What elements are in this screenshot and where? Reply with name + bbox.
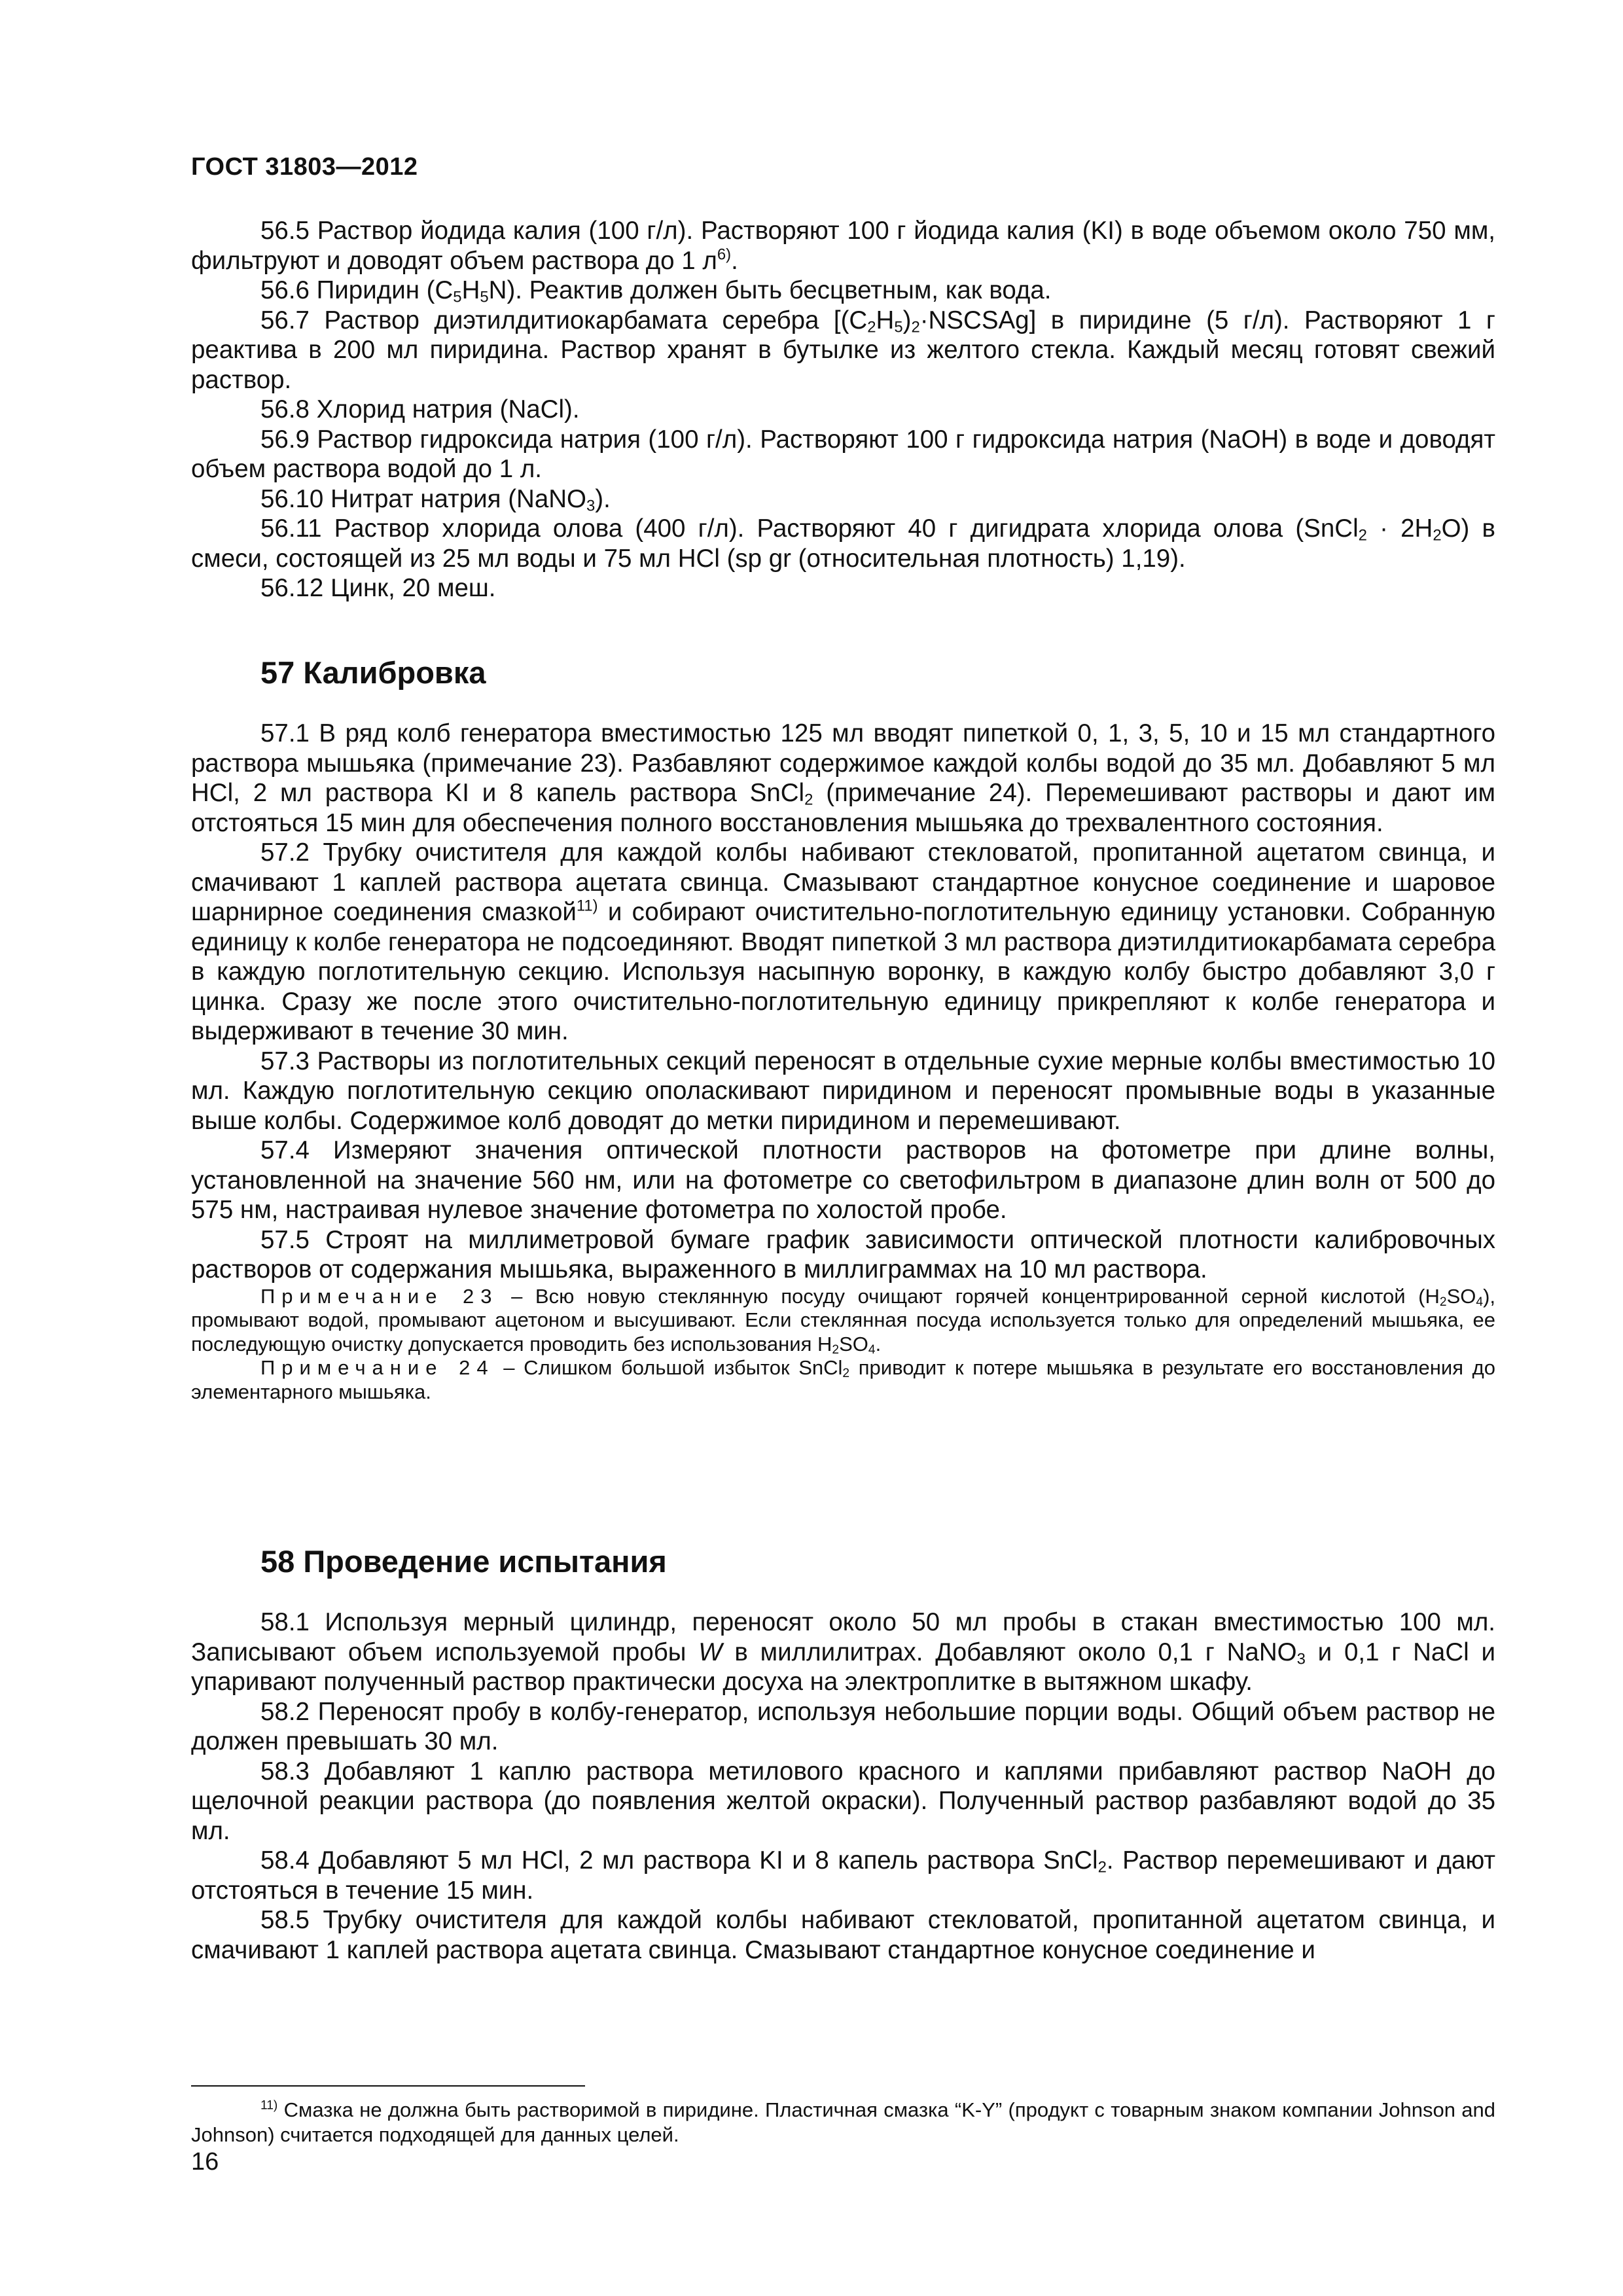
note-23: Примечание 23 – Всю новую стеклянную посуду очищают горячей концентрированной серной кислотой $(H_2SO_4)$, промывают водой, промывают ацетоном и высушивают. Если стеклянная посуда используется только для определений мышьяка, ее последующую очистку допускается проводить без использования $H_2SO_4$. [191, 1284, 1496, 1357]
note-23-label: Примечание 23 [260, 1284, 499, 1308]
paragraph-58-2: 58.2 Переносят пробу в колбу-генератор, используя небольшие порции воды. Общий объем раствор не должен превышать 30 мл. [191, 1697, 1495, 1755]
paragraph-56-9: 56.9 Раствор гидроксида натрия (100 г/л). Растворяют 100 г гидроксида натрия (NaOH) в воде и доводят объем раствора водой до 1 л. [191, 425, 1495, 483]
paragraph-58-3: 58.3 Добавляют 1 каплю раствора метилового красного и каплями прибавляют раствор NaOH до щелочной реакции раствора (до появления желтой окраски). Полученный раствор разбавляют водой до 35 мл. [191, 1757, 1495, 1845]
section-58-paragraphs [191, 1607, 1495, 1965]
paragraph-56-10: 56.10 Нитрат натрия (NaNO$_3$). [260, 484, 611, 514]
paragraph-58-1: 58.1 Используя мерный цилиндр, переносят около 50 мл пробы в стакан вместимостью 100 мл. Записывают объем используемой пробы W в миллилитрах. Добавляют около 0,1 г NaNO$_3$ и 0,1 г NaCl и упаривают полученный раствор практически досуха на электроплитке в вытяжном шкафу. [191, 1608, 1495, 1696]
paragraph-58-4: 58.4 Добавляют 5 мл HCl, 2 мл раствора KI и 8 капель раствора SnCl$_2$. Раствор перемешивают и дают отстояться в течение 15 мин. [191, 1846, 1495, 1905]
paragraph-56-11: 56.11 Раствор хлорида олова (400 г/л). Растворяют 40 г дигидрата хлорида олова (SnCl$_2$ · $2H_2O$) в смеси, состоящей из 25 мл воды и 75 мл HCl (sp gr (относительная плотность) 1,19). [191, 514, 1495, 573]
footnote-11: $^{11)}$ Смазка не должна быть растворимой в пиридине. Пластичная смазка “K-Y” (продукт с товарным знаком компании Johnson and Johnson) считается подходящей для данных целей. [191, 2098, 1495, 2146]
document-header: ГОСТ 31803—2012 [191, 153, 418, 181]
paragraph-56-7: 56.7 Раствор диэтилдитиокарбамата серебра $[(C_2H_5)_2\cdot NSCSAg]$ в пиридине (5 г/л). Растворяют 1 г реактива в 200 мл пиридина. Раствор хранят в бутылке из желтого стекла. Каждый месяц готовят свежий раствор. [191, 306, 1495, 394]
footnote-marker: 11) [260, 2098, 278, 2113]
footnote-separator [191, 2085, 585, 2087]
paragraph-57-2: 57.2 Трубку очистителя для каждой колбы набивают стекловатой, пропитанной ацетатом свинца, и смачивают 1 каплей раствора ацетата свинца. Смазывают стандартное конусное соединение и шаровое шарнирное соединения смазкой$^{11)}$ и собирают очистительно-поглотительную единицу установки. Собранную единицу к колбе генератора не подсоединяют. Вводят пипеткой 3 мл раствора диэтилдитиокарбамата серебра в каждую поглотительную секцию. Используя насыпную воронку, в каждую колбу быстро добавляют 3,0 г цинка. Сразу же после этого очистительно-поглотительную единицу прикрепляют к колбе генератора и выдерживают в течение 30 мин. [191, 838, 1495, 1045]
section-heading-57: 57 Калибровка [260, 655, 486, 690]
paragraph-56-6: 56.6 Пиридин $(C_5H_5N)$. Реактив должен быть бесцветным, как вода. [260, 276, 1052, 306]
section-57-paragraphs [191, 719, 1495, 1404]
paragraph-57-3: 57.3 Растворы из поглотительных секций переносят в отдельные сухие мерные колбы вместимостью 10 мл. Каждую поглотительную секцию ополаскивают пиридином и переносят промывные воды в указанные выше колбы. Содержимое колб доводят до метки пиридином и перемешивают. [191, 1047, 1495, 1135]
footnote-ref-6: 6) [717, 245, 732, 264]
page-number: 16 [191, 2148, 219, 2176]
note-24-label: Примечание 24 [260, 1356, 495, 1379]
note-24: Примечание 24 – Слишком большой избыток SnCl$_2$ приводит к потере мышьяка в результате его восстановления до элементарного мышьяка. [191, 1356, 1495, 1403]
paragraph-57-1: 57.1 В ряд колб генератора вместимостью 125 мл вводят пипеткой 0, 1, 3, 5, 10 и 15 мл стандартного раствора мышьяка (примечание 23). Разбавляют содержимое каждой колбы водой до 35 мл. Добавляют 5 мл HCl, 2 мл раствора KI и 8 капель раствора SnCl$_2$ (примечание 24). Перемешивают растворы и дают им отстояться 15 мин для обеспечения полного восстановления мышьяка до трехвалентного состояния. [191, 719, 1495, 837]
paragraph-56-12: 56.12 Цинк, 20 меш. [260, 574, 496, 602]
paragraph-57-4: 57.4 Измеряют значения оптической плотности растворов на фотометре при длине волны, установленной на значение 560 нм, или на фотометре со светофильтром в диапазоне длин волн от 500 до 575 нм, настраивая нулевое значение фотометра по холостой пробе. [191, 1136, 1495, 1224]
section-heading-58: 58 Проведение испытания [260, 1544, 667, 1579]
paragraph-56-5: 56.5 Раствор йодида калия (100 г/л). Растворяют 100 г йодида калия (KI) в воде объемом около 750 мм, фильтруют и доводят объем раствора до 1 $л^{6)}$. [191, 217, 1495, 275]
footnote-ref-11: 11) [576, 897, 598, 915]
paragraph-56-8: 56.8 Хлорид натрия (NaCl). [260, 395, 580, 423]
paragraph-58-5: 58.5 Трубку очистителя для каждой колбы набивают стекловатой, пропитанной ацетатом свинца, и смачивают 1 каплей раствора ацетата свинца. Смазывают стандартное конусное соединение и [191, 1906, 1495, 1964]
section-57-heading-block [191, 653, 1495, 692]
paragraph-57-5: 57.5 Строят на миллиметровой бумаге график зависимости оптической плотности калибровочных растворов от содержания мышьяка, выраженного в миллиграммах на 10 мл раствора. [191, 1225, 1495, 1283]
section-58-heading-block [191, 1542, 1495, 1581]
section-56-paragraphs [191, 216, 1495, 603]
